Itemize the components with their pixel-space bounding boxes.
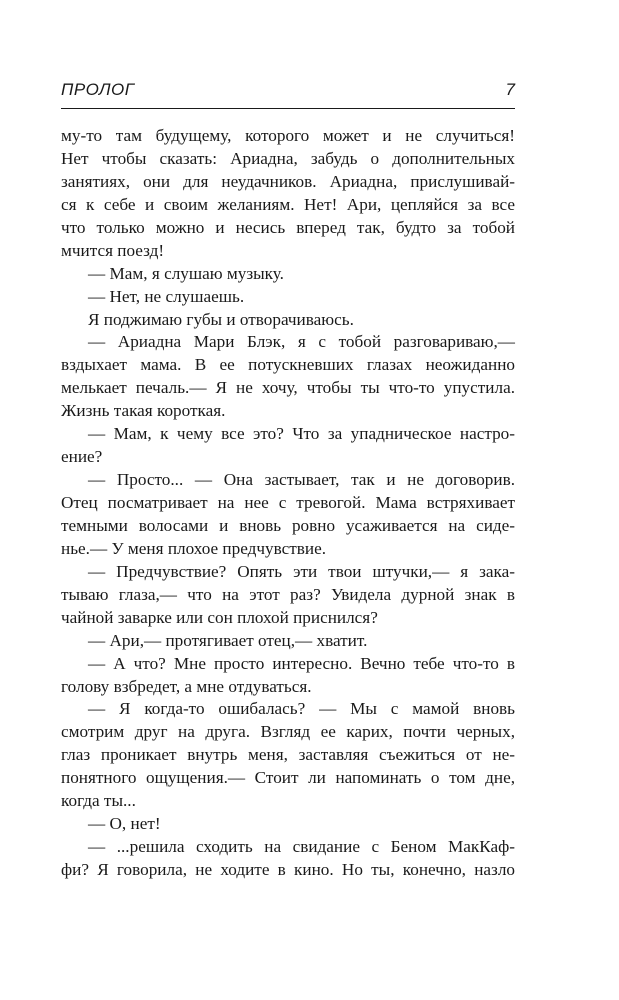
text-line: вздыхает мама. В ее потускневших глазах неожиданно — [61, 355, 515, 375]
text-line: — Я когда-то ошибалась? — Мы с мамой вновь — [88, 699, 515, 719]
text-line: — Ари,— протягивает отец,— хватит. — [88, 630, 368, 650]
text-line: Я поджимаю губы и отворачиваюсь. — [88, 309, 354, 329]
text-line: мчится поезд! — [61, 240, 165, 260]
running-head — [61, 78, 515, 109]
text-line: — Ариадна Мари Блэк, я с тобой разговариваю,— — [88, 332, 515, 352]
text-line: понятного ощущения.— Стоит ли напоминать о том дне, — [61, 768, 515, 788]
text-line: Отец посматривает на нее с тревогой. Мама встряхивает — [61, 493, 515, 512]
text-line: что только можно и несись вперед так, будто за тобой — [61, 217, 515, 237]
text-line: голову взбредет, а мне отдуваться. — [61, 676, 312, 696]
text-line: мелькает печаль.— Я не хочу, чтобы ты что-то упустила. — [61, 378, 515, 398]
text-line: — А что? Мне просто интересно. Вечно тебе что-то в — [88, 653, 515, 673]
text-line: ение? — [61, 447, 103, 467]
text-line: чайной заварке или сон плохой приснился? — [61, 607, 378, 627]
section-title: ПРОЛОГ — [61, 80, 135, 99]
text-line: смотрим друг на друга. Взгляд ее карих, почти черных, — [61, 722, 515, 742]
text-line: ся к себе и своим желаниям. Нет! Ари, цепляйся за все — [61, 194, 515, 214]
text-line: — Нет, не слушаешь. — [88, 286, 245, 306]
text-line: му-то там будущему, которого может и не случиться! — [61, 126, 515, 145]
text-line: фи? Я говорила, не ходите в кино. Но ты, конечно, назло — [61, 860, 515, 879]
text-line: — Просто... — Она застывает, так и не договорив. — [88, 470, 515, 490]
text-line: занятиях, они для неудачников. Ариадна, прислушивай- — [61, 171, 515, 191]
text-line: — ...решила сходить на свидание с Беном МакКаф- — [88, 837, 515, 857]
text-line: когда ты... — [61, 791, 136, 811]
text-line: — Мам, я слушаю музыку. — [88, 263, 284, 283]
text-line: темными волосами и вновь ровно усаживается на сиде- — [61, 515, 515, 535]
text-line: нье.— У меня плохое предчувствие. — [61, 538, 326, 558]
text-line: — Мам, к чему все это? Что за упадническое настро- — [88, 424, 515, 444]
text-body — [61, 125, 515, 882]
text-line: — Предчувствие? Опять эти твои штучки,— я зака- — [88, 561, 515, 581]
text-line: Жизнь такая короткая. — [61, 401, 226, 421]
text-line: — О, нет! — [88, 814, 161, 834]
text-line: Нет чтобы сказать: Ариадна, забудь о дополнительных — [61, 148, 515, 168]
text-line: глаз проникает внутрь меня, заставляя съежиться от не- — [61, 745, 515, 765]
text-line: тываю глаза,— что на этот раз? Увидела дурной знак в — [61, 584, 515, 604]
page-number: 7 — [505, 80, 515, 99]
